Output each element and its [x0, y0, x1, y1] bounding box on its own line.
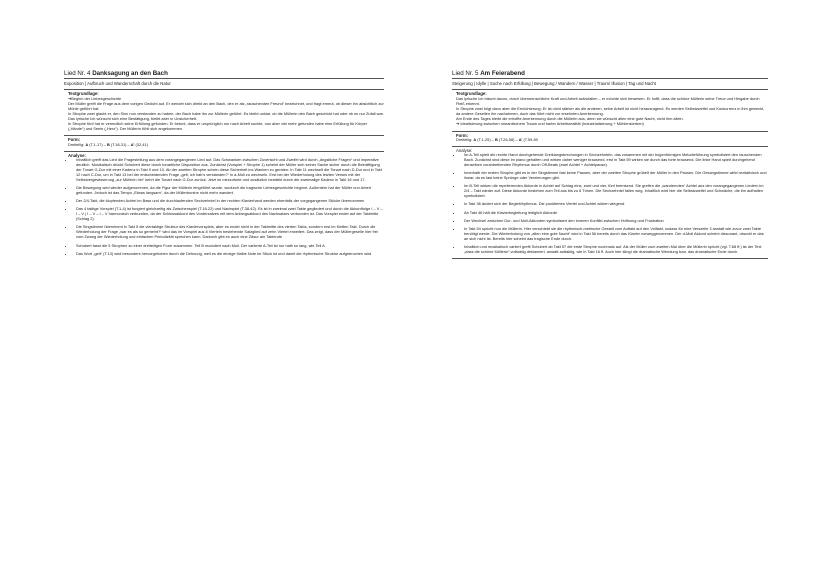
analysis-item: • Inhaltlich und musikalisch variiert greift Schubert ab Takt 57 die erste Strophe nochmals auf. Als der Müller zum zweiten Mal über die Müllerin spricht (vgl. T.68 ff.) ist der Text „dass die schöne Müllerin“ volltaktig deklamiert, anstatt auftaktig, wie in Takt 16 ff. Auch hier klingt die dramatische Wendung bzw. das dramatische Ende durch.	[462, 245, 768, 255]
analysis-section	[64, 151, 384, 257]
text-section	[452, 89, 768, 126]
song-number: Lied Nr. 4	[64, 70, 93, 77]
analysis-label: Analyse:	[456, 147, 473, 153]
analysis-item: • In Takt 54 spricht nun die Müllerin. Hier verschiebt sie die rhythmisch-metrische Gestalt vom Auftakt auf den Volltakt, sodass für eine Verszeile 3 anstatt wie zuvor zwei Takte benötigt werde. Die Wiederholung von „allen eine gute Nacht“ wird in Takt 56 bereits durch das Klavier vorweggenommen. Der d-Moll Akkord scheint dissonant, obwohl er das an sich nicht ist. Bereits hier scheint das tragische Ende durch.	[462, 227, 768, 242]
form-text: Dreiteilig: A (T.1-25) – B (T.26-58) – A’ (T.59-89	[456, 136, 538, 142]
text-section	[64, 89, 384, 131]
bottom-rule	[452, 258, 768, 259]
analysis-item: • Inhaltlich greift das Lied die Fragestellung aus dem vorangegangenen Lied auf. Das Schwanken zwischen Zuversicht und Zweifel wird durch „ängstliche Fragen“ und imperative deutlich. Musikalisch drückt Schubert diese durch tonartliche Disposition aus. Zunächst (Vorspiel + Strophe 1) scheint der Müller sich seiner Sache sicher durch die Bekräftigung der Tonart G-Dur mit einer Kadenz in Takt 9 und 10. Ab der zweiten Strophe schein diese Sicherheit ins Wanken zu geraten: In Takt 11 wechselt die Tonart nach D-Dur und in Takt 12 nach C-Dur, um in Takt 13 bei der entscheidenden Frage „gelt, ich hab's verstanden?“ in a-Moll zu wechseln. Erst bei der Wiederholung des letzten Verses mit der Selbstvergewisserung „zur Müllerin hin“ kehrt die Tonart nach G-Dur zurück. Jetzt im mezzoforte und zusätzlich bestärkt durch die zweimalige Kadenz in Takt 16 und 17.	[74, 158, 384, 183]
analysis-item: • Ab Takt 46 hält die Klavierbegleitung lediglich Akkorde	[462, 211, 768, 216]
left-column	[64, 70, 384, 260]
analysis-item: • Die Singstimme übernimmt in Takt 5 die viertaktige Struktur des Klaviervorspiels, aber es endet nicht in der Taktmitte des vierten Takts, sondern erst im fünften Takt. Durch die Wiederholung der Frage „war es als so gemeint?“ wird das im Vorspiel aus 8 Vierteln bestehende Satzglied auf zehn Viertel erweitert. Das zeigt, dass der Müllergeselle hier frei vom Zwang der Wiederholung und einfachen Periodizität sprechen kann. Dadurch gibt es auch eine Zäsur am Taktende	[74, 225, 384, 240]
song-title: Am Feierabend	[480, 70, 525, 77]
analysis-item: • Der Wechsel zwischen Dur- und Moll-Akkorden symbolisiert den inneren Konflikt zwischen Hoffnung und Frustration	[462, 219, 768, 224]
text-line: ➔ Idealisierung zwischen romantischem Traum und harter Arbeitsrealität (Industrialisierung + Mühlensterben)	[456, 120, 644, 126]
heading-rule	[452, 78, 768, 79]
analysis-item: • Innerhalb der ersten Strophe gibt es in der Singstimme fast keine Pausen, aber der zweiten Strophe grübelt der Müller in den Pausen. Die Gesangstimme wirkt rezitativisch und linear, da es fast keine Sprünge oder Verzierungen gibt.	[462, 171, 768, 181]
text-line: In Strophe fünf hat er vermutlich seine Erfüllung gefunden. Er betont, dass er ursprünglich nur nach Arbeit suchte, nun aber viel mehr gefunden habe eine Erfüllung für Körper („Hände“) und Seele („Herz“). Der Müllerin fühlt sich angekommen	[68, 120, 368, 131]
form-label: Form:	[68, 137, 81, 143]
text-label: Textgrundlage:	[68, 91, 99, 97]
song-subtitle: Exposition | Aufbruch und Wanderschaft durch die Natur	[64, 81, 171, 86]
text-label: Textgrundlage:	[456, 91, 487, 97]
analysis-item: • Im A-Teil spielt die rechte Hand durchgehende Dreiklangsbrechungen in Sechzehnteln, das zusammen mit der bogenförmigen Melodieführung symbolisiert den rauschenden Bach. Zunächst sind diese im piano gehalten und wirken daher weniger brausend, erst in Takt 59 wirken sie durch das forte brausend. Die linke Hand spielt durchgehend denselben vorantreibenden Rhythmus durch Off-Beats (zwei Achtel + Achtelpause).	[462, 153, 768, 168]
right-column	[452, 70, 768, 259]
analysis-item: • Im B-Teil wirken die repetierenden Akkorde in Achtel auf Schlag eins, zwei und vier, fünf bremsend. Sie greifen die „wandernden“ Achtel aus den vorangegangenen Liedern im 2/4 – Takt wieder auf. Diese Akkorde bestehen zum Teil aus bis zu 6 Tönen. Die Sechzehntel fallen weg. Inhaltlich wird hier die Selbstzweifel und Schwäche, die ihn aufhalten symbolisiert.	[462, 184, 768, 199]
text-line: ➔Beginn der Liebesgeschichte	[68, 95, 122, 101]
analysis-item: • Die Bewegung wird wieder aufgenommen, da die Figur der Müllerin eingeführt wurde, wodurch die tragische Liebesgeschichte beginnt. Außerdem hat der Müller nun Arbeit gefunden. Jedoch ist das Tempo „Etwas langsam“, da der Müllerburshe nicht mehr wandert.	[74, 186, 384, 196]
analysis-item: • Schubert fasst die 5 Strophen zu einer dreiteiligen Form zusammen. Teil B moduliert nach Moll. Der variierte A-Teil ist nur halb so lang, wie Teil A	[74, 244, 384, 249]
song-heading	[64, 70, 384, 78]
heading-rule	[64, 78, 384, 79]
analysis-item: • In Takt 36 ändert sich der Begleitrhythmus. Die punktierten Viertel und Achtel wirken wiegend.	[462, 202, 768, 207]
text-line: In Strophe zwei glaubt er, den Sinn nun verstanden zu haben, der Bach habe ihn zur Müllerin geführt. Es bleibt unklar, ob die Müllerin den Bach geschickt hat oder ob es nur Zufall war. Das lyrische Ich wünscht sich eine Bestätigung, bleibt aber in Unsicherheit.	[68, 110, 384, 121]
analysis-item: • Der 2/4-Takt, die klopfenden Achtel im Bass und die durchlaufenden Sechzehntel in der rechten Klavierhand werden ebenfalls der vorgegangenen Stücke übernommen	[74, 199, 384, 204]
form-label: Form:	[456, 132, 469, 138]
form-section	[64, 135, 384, 147]
text-line: Das lyrische Ich träumt davon, durch übermenschliche Kraft und Arbeit aufzufallen – er möchte sich beweisen. Er hofft, dass die schöne Müllerin seine Treue und Hingabe durch Fleiß erkennt.	[456, 95, 760, 106]
text-line: Am Ende des Tages bleibt die erhoffte Anerkennung durch die Müllerin aus, denn sie wünscht allen eine gute Nacht, nicht ihm allein.	[456, 115, 684, 121]
analysis-item: • Das 4 taktige Vorspiel (T.1-4) ist fungiert gleichzeitig als Zwischenspiel (T.18-22) und Nachspiel (T.38-42). Es ist in zweimal zwei Takte gegliedert und durch die Akkordfolge I – V – I – V | I – V – I – V harmonisch verbunden, da der Schlussakkord des Vordersatzes mit dem Anfangsakkord des Nachsatzes verbunden ist. Das Vorspiel endet auf der Taktmitte (Schlag 2).	[74, 207, 384, 222]
song-title: Danksagung an den Bach	[92, 70, 168, 77]
analysis-label: Analyse:	[68, 152, 86, 158]
analysis-item: • Das Wort „gelt“ (T.13) wird besonders hervorgehoben durch die Dehnung, weil es die einzige Halbe Note im Stück ist und damit die rhythmische Struktur aufgebrochen wird	[74, 252, 384, 257]
form-section	[452, 131, 768, 143]
song-heading	[452, 70, 768, 78]
form-text: Dreiteilig: A (T.1-17) – B (T.18-31) – A’ (32-41)	[68, 141, 149, 147]
song-subtitle: Steigerung | Idylle | Suche nach Erfüllung | Bewegung / Wandern / Wasser | Traum/ Illusion | Tag und Nacht	[452, 81, 656, 86]
analysis-section	[452, 146, 768, 259]
analysis-list	[64, 158, 384, 256]
song-number: Lied Nr. 5	[452, 70, 481, 77]
text-line: Der Müller greift die Frage aus dem vorigen Gedicht auf. Er wendet sich direkt an den Bach, den er als „rauschenden Freund“ bezeichnet, und fragt erneut, ob dieser ihn absichtlich zur Mühle geführt hat.	[68, 100, 384, 111]
text-line: In Strophe zwei folgt dann aber die Ernüchterung: Er ist nicht stärker als die anderen, seine Arbeit ist nicht herausragend. Es werden Selbstzweifel und Konkurrenz in ihm geweckt, da andere Gesellen ihn nachahmen, doch das führt nicht zur ersehnten Anerkennung.	[456, 105, 765, 116]
analysis-list	[452, 153, 768, 255]
